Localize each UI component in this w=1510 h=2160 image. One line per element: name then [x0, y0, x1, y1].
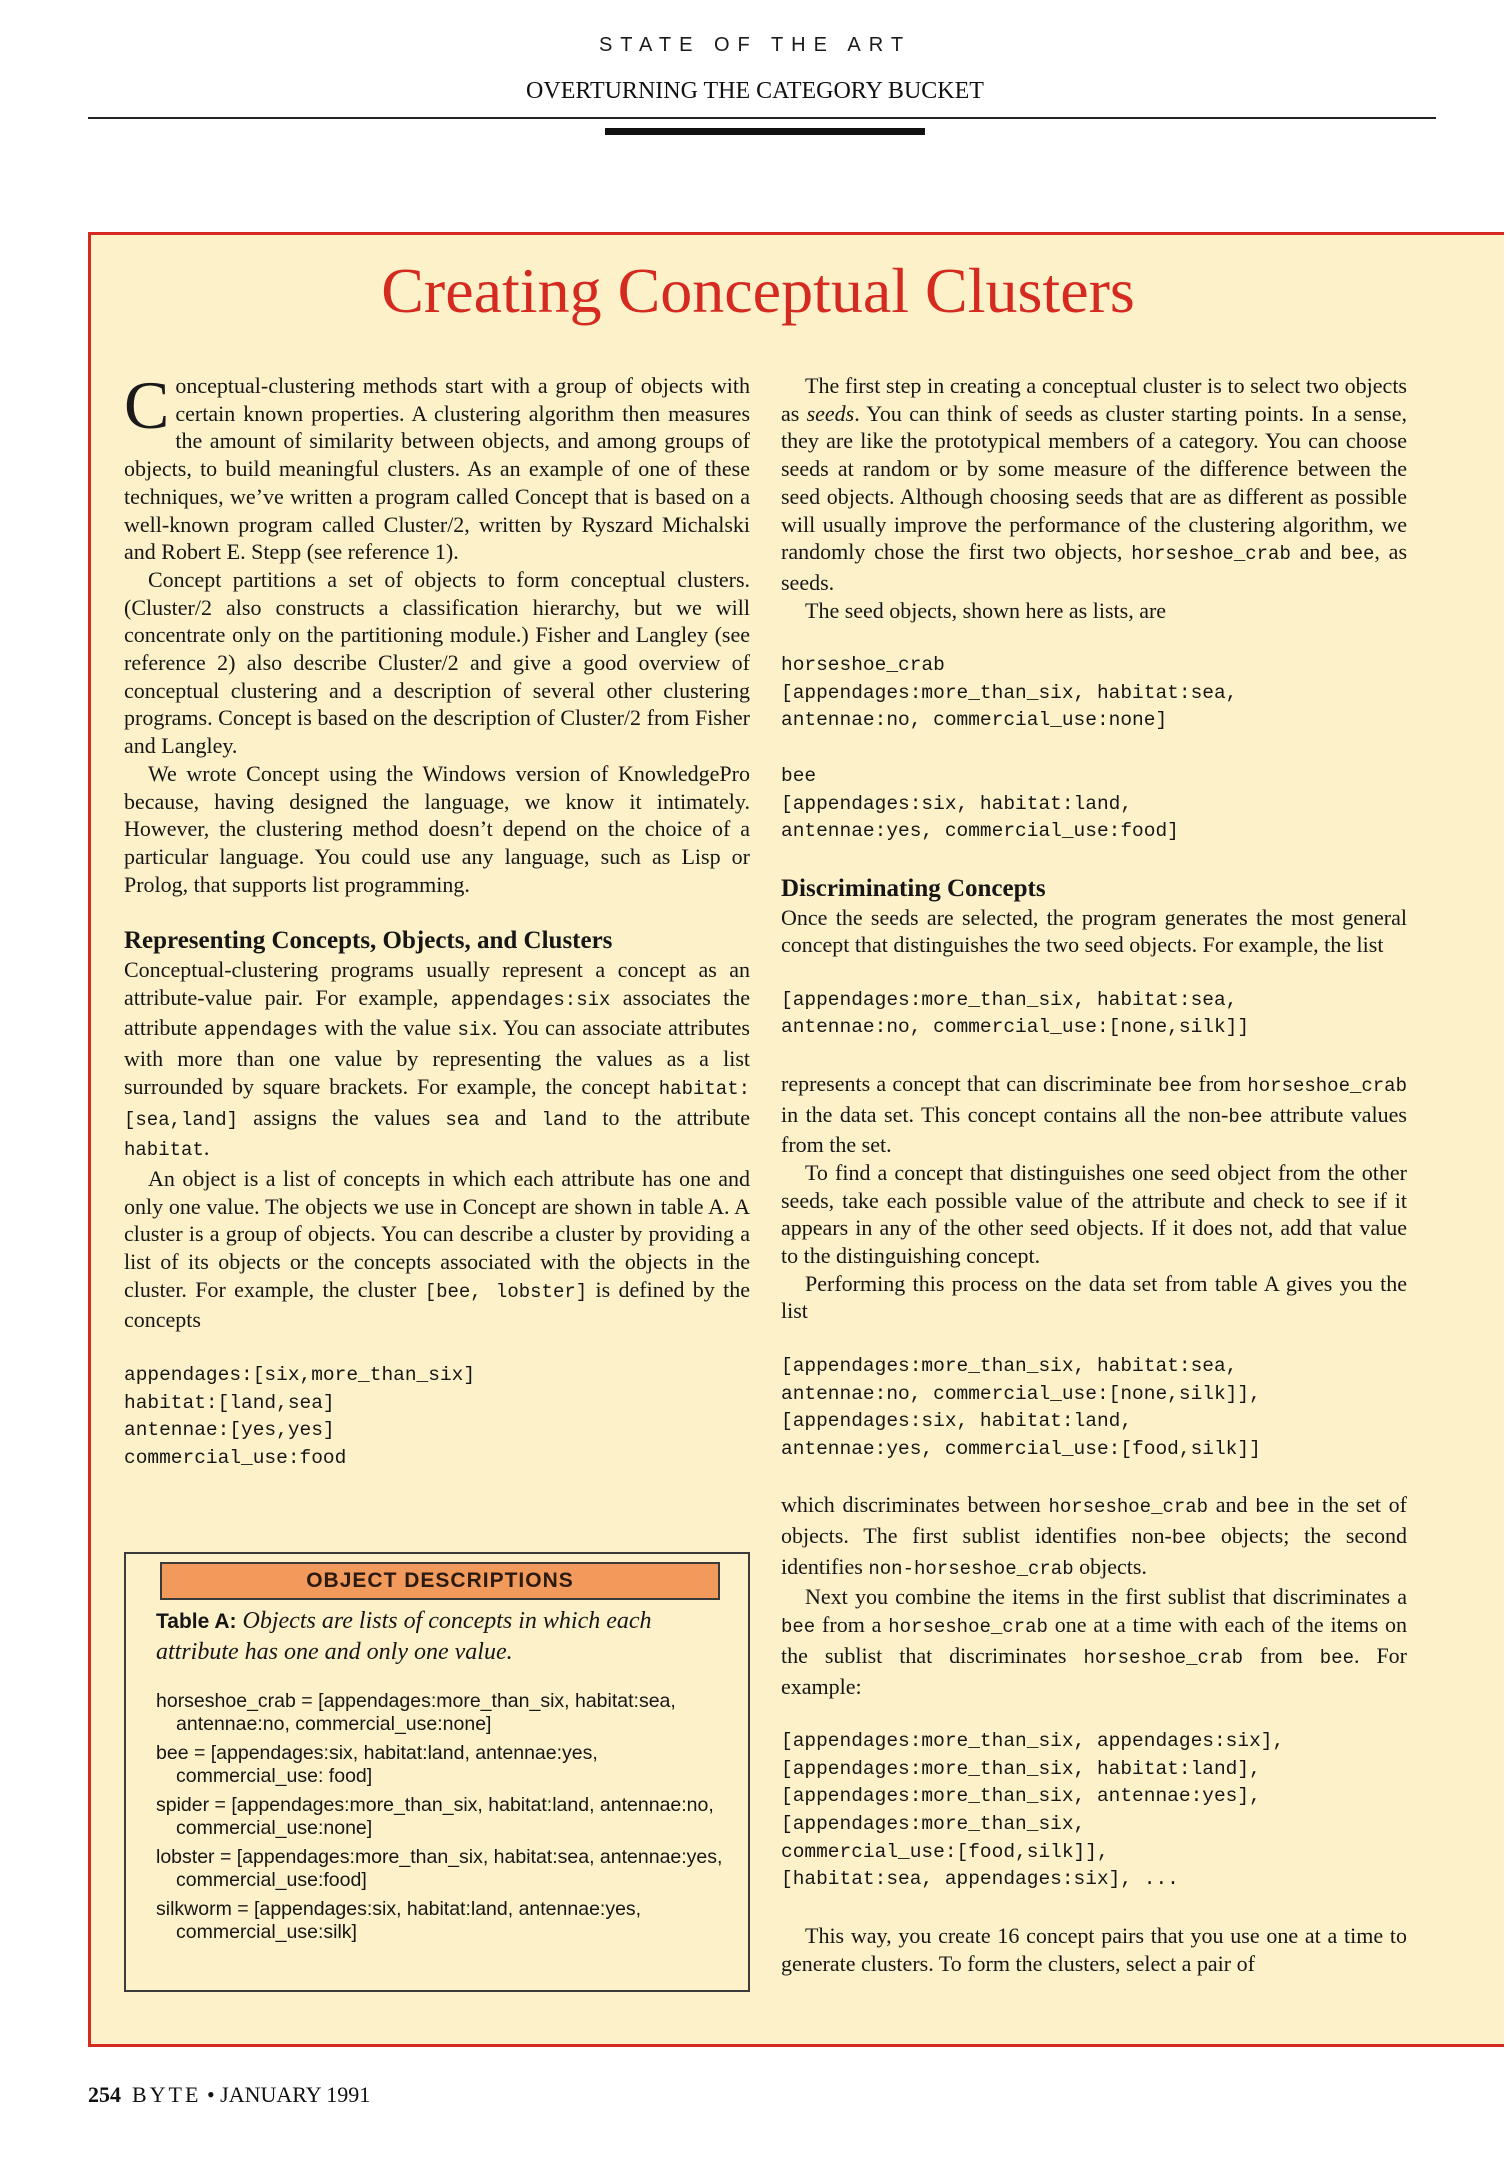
right-paragraph-7: which discriminates between horseshoe_crab and bee in the set of objects. The first sublist identifies non-bee objects; the second identifies non-horseshoe_crab objects.: [781, 1492, 1407, 1580]
running-kicker: STATE OF THE ART: [598, 34, 912, 56]
left-paragraph-1: Conceptual-clustering methods start with a group of objects with certain known properties. A clustering algorithm then measures the amount of similarity between objects, and among groups of objects, to build meaningful clusters. As an example of one of these techniques, we’ve written a program called Concept that is based on a well-known program called Cluster/2, written by Ryszard Michalski and Robert E. Stepp (see reference 1).: [124, 367, 750, 565]
table-caption-text: Objects are lists of concepts in which each attribute has one and only one value.: [156, 1608, 652, 1665]
code-sublists: [appendages:more_than_six, habitat:sea, antennae:no, commercial_use:[none,silk]], [appendages:six, habitat:land, antennae:yes, commercial_use:[food,silk]]: [781, 1354, 1261, 1460]
code-cluster-concepts: appendages:[six,more_than_six] habitat:[land,sea] antennae:[yes,yes] commercial_use:food: [124, 1363, 476, 1469]
right-paragraph-1: The first step in creating a conceptual cluster is to select two objects as seeds. You can think of seeds as cluster starting points. In a sense, they are like the prototypical members of a category. You can choose seeds at random or by some measure of the difference between the seed objects. Although choosing seeds that are as different as possible will usually improve the performance of the clustering algorithm, we randomly chose the first two objects, horseshoe_crab and bee, as seeds.: [781, 373, 1408, 595]
table-label: Table A:: [156, 1610, 237, 1633]
header-thick-rule: [605, 128, 925, 135]
header-thin-rule: [88, 117, 1436, 119]
section-heading-discriminating: Discriminating Concepts: [781, 874, 1046, 902]
running-subhead: OVERTURNING THE CATEGORY BUCKET: [526, 78, 984, 104]
section-heading-representing: Representing Concepts, Objects, and Clusters: [124, 927, 613, 955]
object-entry-silkworm: silkworm = [appendages:six, habitat:land, antennae:yes, commercial_use:silk]: [156, 1898, 642, 1943]
left-paragraph-5: An object is a list of concepts in which each attribute has one and only one value. The objects we use in Concept are shown in table A. A cluster is a group of objects. You can describe a cluster by providing a list of its objects or the concepts associated with the objects in the cluster. For example, the cluster [bee, lobster] is defined by the concepts: [124, 1165, 750, 1333]
page-footer: [88, 2082, 370, 2108]
right-paragraph-3: Once the seeds are selected, the program generates the most general concept that distinguishes the two seed objects. For example, the list: [781, 904, 1407, 958]
object-descriptions-panel: [124, 1552, 750, 1992]
drop-cap: C: [124, 367, 170, 443]
right-paragraph-6: Performing this process on the data set from table A gives you the list: [781, 1270, 1407, 1324]
page-number: 254: [88, 2082, 121, 2107]
code-horseshoe-crab: horseshoe_crab [appendages:more_than_six, habitat:sea, antennae:no, commercial_use:none]: [781, 654, 1238, 732]
right-paragraph-4: represents a concept that can discriminate bee from horseshoe_crab in the data set. This concept contains all the non-bee attribute values from the set.: [781, 1070, 1407, 1158]
panel-header: OBJECT DESCRIPTIONS: [160, 1562, 720, 1600]
left-paragraph-2: Concept partitions a set of objects to form conceptual clusters. (Cluster/2 also constructs a classification hierarchy, but we will concentrate only on the partitioning module.) Fisher and Langley (see reference 2) also describe Cluster/2 and give a good overview of conceptual clustering and a description of several other clustering programs. Concept is based on the description of Cluster/2 from Fisher and Langley.: [124, 566, 750, 759]
object-entry-horseshoe-crab: horseshoe_crab = [appendages:more_than_six, habitat:sea, antennae:no, commercial_use:none]: [156, 1690, 676, 1735]
right-column: [781, 372, 1407, 1977]
right-paragraph-5: To find a concept that distinguishes one seed object from the other seeds, take each possible value of the attribute and check to see if it appears in any of the other seed objects. If it does not, add that value to the distinguishing concept.: [781, 1159, 1407, 1269]
magazine-name: BYTE: [132, 2082, 202, 2107]
code-bee: bee [appendages:six, habitat:land, antennae:yes, commercial_use:food]: [781, 764, 1179, 843]
right-paragraph-8: Next you combine the items in the first sublist that discriminates a bee from a horseshoe_crab one at a time with each of the items on the sublist that discriminates horseshoe_crab from bee. For example:: [781, 1584, 1408, 1699]
object-entry-lobster: lobster = [appendages:more_than_six, habitat:sea, antennae:yes, commercial_use:food]: [156, 1846, 723, 1891]
footer-bullet: •: [206, 2082, 215, 2107]
object-entry-spider: spider = [appendages:more_than_six, habitat:land, antennae:no, commercial_use:none]: [156, 1794, 714, 1839]
sidebar-title: Creating Conceptual Clusters: [381, 255, 1135, 326]
left-paragraph-4: Conceptual-clustering programs usually represent a concept as an attribute-value pair. For example, appendages:six associates the attribute appendages with the value six. You can associate attributes with more than one value by representing the values as a list surrounded by square brackets. For example, the concept habitat:[sea,land] assigns the values sea and land to the attribute habitat.: [124, 957, 751, 1162]
object-list: [156, 1690, 736, 1950]
right-paragraph-9: This way, you create 16 concept pairs that you use one at a time to generate clusters. To form the clusters, select a pair of: [781, 1922, 1407, 1976]
code-discriminating-list: [appendages:more_than_six, habitat:sea, antennae:no, commercial_use:[none,silk]]: [781, 988, 1250, 1039]
issue-date: JANUARY 1991: [220, 2082, 371, 2107]
left-column: [124, 367, 751, 1473]
right-paragraph-2: The seed objects, shown here as lists, are: [805, 597, 1167, 623]
left-paragraph-3: We wrote Concept using the Windows version of KnowledgePro because, having designed the language, we know it intimately. However, the clustering method doesn’t depend on the choice of a particular language. You could use any language, such as Lisp or Prolog, that supports list programming.: [124, 760, 750, 897]
object-entry-bee: bee = [appendages:six, habitat:land, antennae:yes, commercial_use: food]: [156, 1742, 598, 1787]
table-caption: [156, 1606, 726, 1667]
code-concept-pairs: [appendages:more_than_six, appendages:six], [appendages:more_than_six, habitat:land], [appendages:more_than_six, antennae:yes], [appendages:more_than_six, commercial_use:[food,silk]], [habitat:sea, appendages:six], ...: [781, 1729, 1285, 1891]
